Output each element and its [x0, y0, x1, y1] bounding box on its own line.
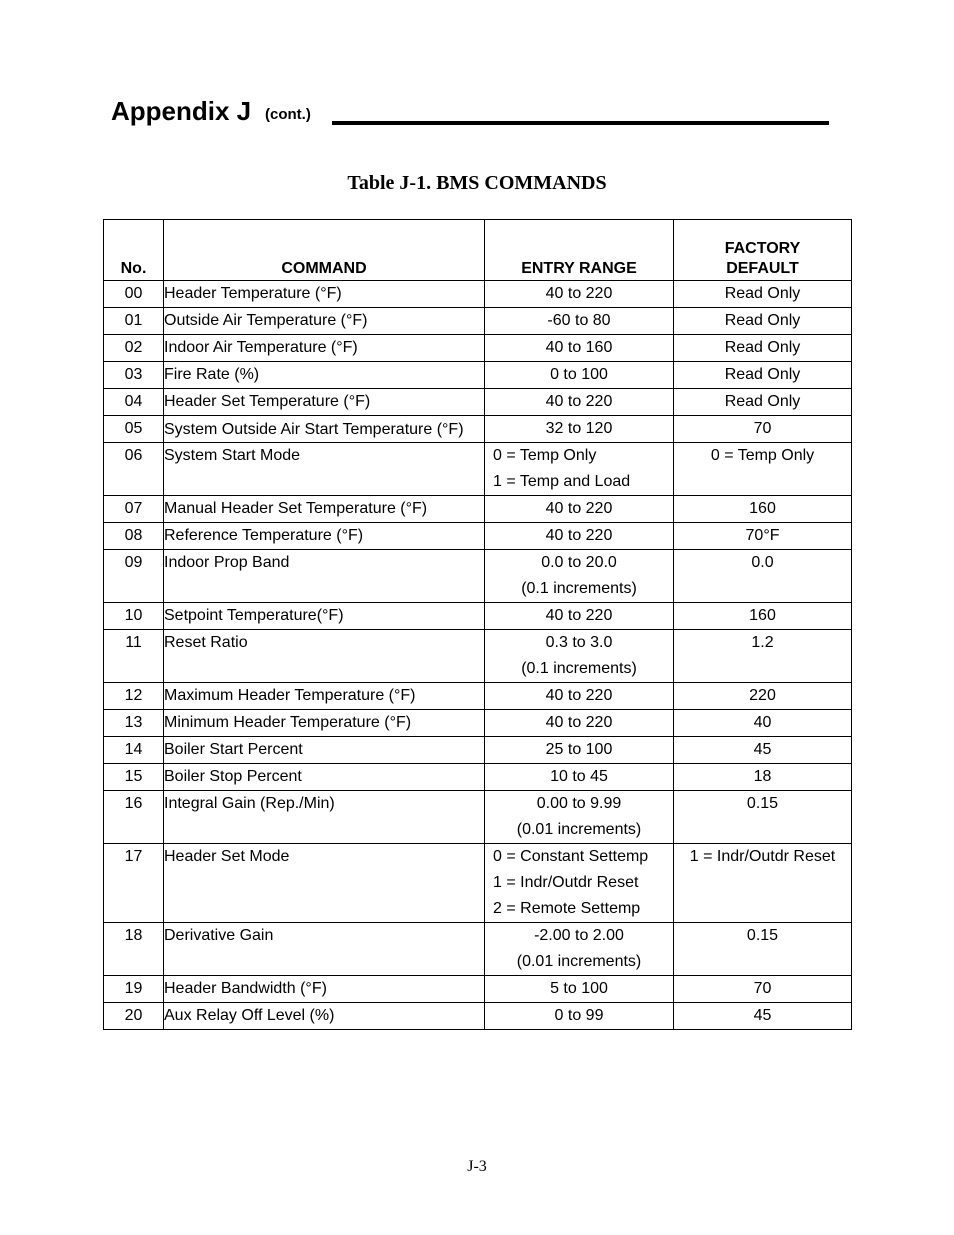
table-row: [104, 844, 852, 923]
entry-range-line: (0.1 increments): [521, 580, 637, 597]
entry-range-line: 25 to 100: [545, 741, 613, 758]
cell-no: 18: [104, 923, 164, 976]
header-entry-range: ENTRY RANGE: [485, 220, 674, 281]
cell-no: 16: [104, 791, 164, 844]
cell-entry-range: [485, 737, 674, 764]
entry-range-line: 0.0 to 20.0: [541, 554, 617, 571]
table-row: [104, 523, 852, 550]
cell-factory-default: 220: [674, 683, 852, 710]
cell-entry-range: [485, 523, 674, 550]
cell-no: 12: [104, 683, 164, 710]
cell-entry-range: [485, 683, 674, 710]
cell-command: Fire Rate (%): [164, 362, 485, 389]
header-command: COMMAND: [164, 220, 485, 281]
cell-no: 08: [104, 523, 164, 550]
cell-entry-range: [485, 496, 674, 523]
table-row: [104, 362, 852, 389]
entry-range-line: 1 = Indr/Outdr Reset: [493, 874, 639, 891]
cell-factory-default: 70°F: [674, 523, 852, 550]
cell-factory-default: Read Only: [674, 389, 852, 416]
entry-range-line: (0.01 increments): [516, 821, 642, 838]
cell-entry-range: [485, 710, 674, 737]
cell-no: 06: [104, 443, 164, 496]
cell-no: 07: [104, 496, 164, 523]
table-row: [104, 630, 852, 683]
cell-command: Outside Air Temperature (°F): [164, 308, 485, 335]
cell-factory-default: 70: [674, 976, 852, 1003]
heading-rule: [332, 121, 829, 125]
table-row: [104, 764, 852, 791]
cell-entry-range: [485, 976, 674, 1003]
cell-factory-default: Read Only: [674, 362, 852, 389]
cell-no: 00: [104, 281, 164, 308]
cell-entry-range: [485, 923, 674, 976]
cell-no: 20: [104, 1003, 164, 1030]
cell-entry-range: [485, 308, 674, 335]
table-row: [104, 1003, 852, 1030]
cell-factory-default: 70: [674, 416, 852, 443]
entry-range-line: 32 to 120: [545, 420, 613, 437]
cell-entry-range: [485, 281, 674, 308]
cell-factory-default: Read Only: [674, 281, 852, 308]
cell-command: Maximum Header Temperature (°F): [164, 683, 485, 710]
cell-no: 13: [104, 710, 164, 737]
cell-factory-default: Read Only: [674, 335, 852, 362]
cell-entry-range: [485, 603, 674, 630]
entry-range-line: 0 = Temp Only: [493, 447, 597, 464]
cell-entry-range: [485, 1003, 674, 1030]
cell-no: 15: [104, 764, 164, 791]
cell-command: Manual Header Set Temperature (°F): [164, 496, 485, 523]
table-row: [104, 683, 852, 710]
cell-command: Header Set Temperature (°F): [164, 389, 485, 416]
cell-no: 05: [104, 416, 164, 443]
cell-factory-default: 45: [674, 1003, 852, 1030]
entry-range-line: 5 to 100: [550, 980, 608, 997]
table-row: [104, 335, 852, 362]
table-row: [104, 737, 852, 764]
cell-factory-default: 1 = Indr/Outdr Reset: [674, 844, 852, 923]
table-row: [104, 389, 852, 416]
entry-range-line: -2.00 to 2.00: [534, 927, 624, 944]
cell-command: Reference Temperature (°F): [164, 523, 485, 550]
bms-commands-table: [103, 219, 852, 1030]
cell-entry-range: [485, 791, 674, 844]
cell-entry-range: [485, 389, 674, 416]
entry-range-line: 40 to 220: [545, 527, 613, 544]
entry-range-line: 40 to 220: [545, 714, 613, 731]
page-number: J-3: [467, 1158, 487, 1175]
entry-range-line: 40 to 220: [545, 607, 613, 624]
cell-factory-default: 18: [674, 764, 852, 791]
entry-range-line: 1 = Temp and Load: [493, 473, 631, 490]
entry-range-line: 0 to 99: [554, 1007, 604, 1024]
cell-entry-range: [485, 362, 674, 389]
cell-command: Indoor Air Temperature (°F): [164, 335, 485, 362]
cell-command: Boiler Stop Percent: [164, 764, 485, 791]
cell-entry-range: [485, 630, 674, 683]
cell-factory-default: 0 = Temp Only: [674, 443, 852, 496]
table-row: [104, 710, 852, 737]
cell-entry-range: [485, 335, 674, 362]
header-no: No.: [104, 220, 164, 281]
cell-no: 11: [104, 630, 164, 683]
cell-no: 04: [104, 389, 164, 416]
cell-command: System Start Mode: [164, 443, 485, 496]
cell-entry-range: [485, 443, 674, 496]
cell-command: Setpoint Temperature(°F): [164, 603, 485, 630]
cell-command: Header Set Mode: [164, 844, 485, 923]
appendix-title: Appendix J: [111, 96, 252, 126]
header-default-line2: DEFAULT: [726, 260, 799, 277]
table-row: [104, 308, 852, 335]
cell-no: 01: [104, 308, 164, 335]
appendix-subtitle: (cont.): [265, 106, 311, 123]
cell-factory-default: 0.0: [674, 550, 852, 603]
cell-command: System Outside Air Start Temperature (°F): [164, 416, 485, 443]
cell-command: Header Temperature (°F): [164, 281, 485, 308]
entry-range-line: 40 to 220: [545, 500, 613, 517]
header-factory-default: [674, 220, 852, 281]
table-header-row: [104, 220, 852, 281]
cell-no: 17: [104, 844, 164, 923]
cell-command: Header Bandwidth (°F): [164, 976, 485, 1003]
cell-no: 02: [104, 335, 164, 362]
cell-entry-range: [485, 550, 674, 603]
cell-factory-default: 0.15: [674, 791, 852, 844]
cell-no: 09: [104, 550, 164, 603]
table-row: [104, 923, 852, 976]
entry-range-line: 0 = Constant Settemp: [493, 848, 649, 865]
cell-entry-range: [485, 844, 674, 923]
entry-range-line: (0.1 increments): [521, 660, 637, 677]
table-row: [104, 791, 852, 844]
cell-command: Indoor Prop Band: [164, 550, 485, 603]
cell-factory-default: 1.2: [674, 630, 852, 683]
cell-command: Integral Gain (Rep./Min): [164, 791, 485, 844]
table-row: [104, 976, 852, 1003]
cell-command: Reset Ratio: [164, 630, 485, 683]
entry-range-line: (0.01 increments): [516, 953, 642, 970]
cell-entry-range: [485, 764, 674, 791]
cell-factory-default: 45: [674, 737, 852, 764]
cell-no: 19: [104, 976, 164, 1003]
cell-no: 14: [104, 737, 164, 764]
table-row: [104, 603, 852, 630]
cell-factory-default: 160: [674, 603, 852, 630]
table-title: Table J-1. BMS COMMANDS: [347, 172, 607, 194]
entry-range-line: 40 to 160: [545, 339, 613, 356]
entry-range-line: 0.00 to 9.99: [536, 795, 622, 812]
cell-no: 10: [104, 603, 164, 630]
table-row: [104, 550, 852, 603]
cell-command: Derivative Gain: [164, 923, 485, 976]
entry-range-line: 0 to 100: [550, 366, 608, 383]
cell-command: Boiler Start Percent: [164, 737, 485, 764]
table-body: [104, 281, 852, 1030]
cell-factory-default: 0.15: [674, 923, 852, 976]
cell-entry-range: [485, 416, 674, 443]
table-row: [104, 496, 852, 523]
header-default-line1: FACTORY: [724, 240, 801, 257]
cell-factory-default: Read Only: [674, 308, 852, 335]
entry-range-line: 40 to 220: [545, 687, 613, 704]
table-row: [104, 443, 852, 496]
entry-range-line: 2 = Remote Settemp: [493, 900, 641, 917]
table-row: [104, 281, 852, 308]
entry-range-line: 40 to 220: [545, 393, 613, 410]
table-row: [104, 416, 852, 443]
cell-command: Aux Relay Off Level (%): [164, 1003, 485, 1030]
entry-range-line: -60 to 80: [547, 312, 611, 329]
entry-range-line: 40 to 220: [545, 285, 613, 302]
cell-factory-default: 40: [674, 710, 852, 737]
entry-range-line: 0.3 to 3.0: [545, 634, 613, 651]
cell-command: Minimum Header Temperature (°F): [164, 710, 485, 737]
cell-no: 03: [104, 362, 164, 389]
appendix-heading: [111, 94, 831, 134]
entry-range-line: 10 to 45: [550, 768, 608, 785]
cell-factory-default: 160: [674, 496, 852, 523]
